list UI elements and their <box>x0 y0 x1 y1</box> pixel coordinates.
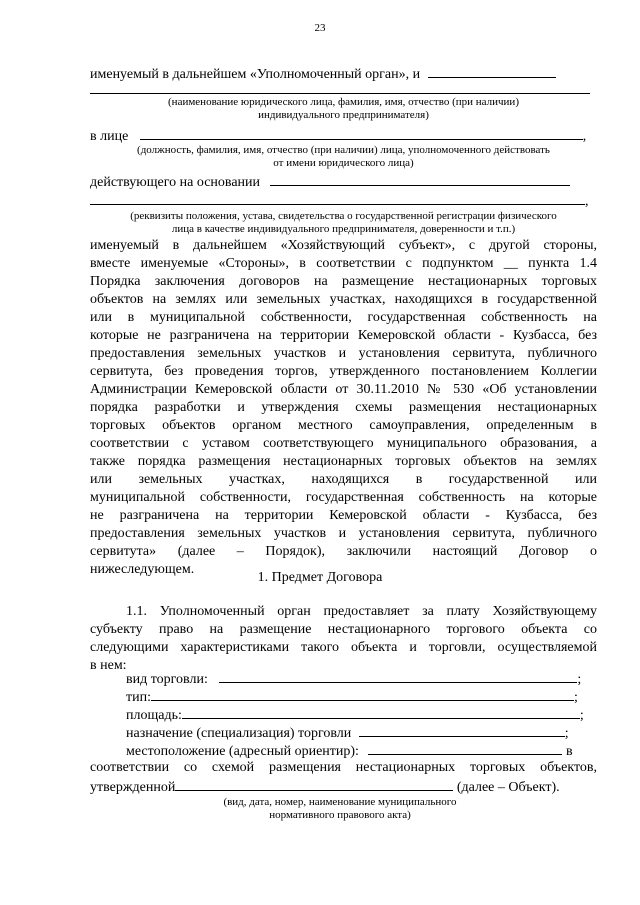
basis-details-line <box>90 192 597 210</box>
semicolon: ; <box>574 690 578 705</box>
trade-type-row <box>126 670 597 688</box>
location-suffix: в <box>565 744 573 759</box>
object-type-row <box>126 688 597 706</box>
semicolon: ; <box>564 726 569 741</box>
body-line: Порядка заключения договоров на размещение нестационарных торговых <box>90 274 597 289</box>
in-person-line <box>90 127 597 145</box>
semicolon: ; <box>579 708 584 723</box>
body-line: или земельных участках, находящихся в государственной или <box>90 472 597 487</box>
clause-line: следующими характеристиками такого объекта и торговли, осуществляемой <box>90 640 597 655</box>
caption-representative-2: от имени юридического лица) <box>273 157 414 169</box>
clause-line: субъекту право на размещение нестационарного торгового объекта со <box>90 622 597 637</box>
section-title: 1. Предмет Договора <box>257 570 383 585</box>
area-field[interactable] <box>182 706 580 719</box>
body-line: Администрации Кемеровской области от 30.11.2010 № 530 «Об установлении <box>90 382 597 397</box>
body-line: порядка разработки и утверждения схемы размещения нестационарных <box>90 400 597 415</box>
acting-basis-line <box>90 173 597 191</box>
trade-type-label: вид торговли: <box>126 672 208 687</box>
body-line: сервитута, без проведения торгов, утвержденного постановлением Коллегии <box>90 364 597 379</box>
body-line: объектов на землях или земельных участках, находящихся в государственной <box>90 292 597 307</box>
basis-details-field[interactable] <box>90 192 585 205</box>
purpose-row <box>126 724 597 742</box>
page-number: 23 <box>314 22 326 34</box>
acting-basis-label: действующего на основании <box>90 175 261 190</box>
closing-line: соответствии со схемой размещения нестационарных торговых объектов, <box>90 760 597 775</box>
semicolon: ; <box>577 672 582 687</box>
authorized-body-text: именуемый в дальнейшем «Уполномоченный орган», и <box>90 67 421 82</box>
in-person-label: в лице <box>90 129 129 144</box>
caption-representative-1: (должность, фамилия, имя, отчество (при наличии) лица, уполномоченного действовать <box>137 144 550 156</box>
body-line: или в муниципальной собственности, государственная собственность на <box>90 310 597 325</box>
caption-act-2: нормативного правового акта) <box>269 809 411 821</box>
comma: , <box>585 194 589 209</box>
caption-counterparty-2: индивидуального предпринимателя) <box>258 109 429 121</box>
body-line: предоставления земельных участков и установления сервитута, публичного <box>90 346 597 361</box>
approved-label: утвержденной <box>90 780 176 795</box>
acting-basis-field[interactable] <box>270 173 570 186</box>
area-label: площадь: <box>126 708 182 723</box>
approved-by-field[interactable] <box>175 778 453 791</box>
body-line: не разграничена на территории Кемеровской области - Кузбасса, без <box>90 508 597 523</box>
clause-line-last: в нем: <box>90 658 127 673</box>
location-field[interactable] <box>368 742 562 755</box>
caption-basis-1: (реквизиты положения, устава, свидетельства о государственной регистрации физического <box>130 210 557 222</box>
purpose-field[interactable] <box>359 724 565 737</box>
approved-row <box>90 778 597 796</box>
counterparty-name-line[interactable] <box>90 93 590 94</box>
caption-act-1: (вид, дата, номер, наименование муниципального <box>223 796 457 808</box>
body-line-last: нижеследующем. <box>90 562 195 577</box>
body-line: предоставления земельных участков и установления сервитута, публичного <box>90 526 597 541</box>
purpose-label: назначение (специализация) торговли <box>126 726 352 741</box>
body-line: муниципальной собственности, государственная собственность на которые <box>90 490 597 505</box>
caption-basis-2: лица в качестве индивидуального предпринимателя, доверенности и т.п.) <box>171 223 516 235</box>
body-line: торговых объектов органом местного самоуправления, определенным в <box>90 418 597 433</box>
body-line: соответствии с уставом соответствующего муниципального образования, а <box>90 436 597 451</box>
body-line: вместе именуемые «Стороны», в соответствии с подпунктом __ пункта 1.4 <box>90 256 597 271</box>
clause-line: 1.1. Уполномоченный орган предоставляет за плату Хозяйствующему <box>126 604 597 619</box>
comma: , <box>582 129 587 144</box>
caption-counterparty-1: (наименование юридического лица, фамилия, имя, отчество (при наличии) <box>168 96 519 108</box>
counterparty-name-field[interactable] <box>428 65 556 78</box>
trade-type-field[interactable] <box>219 670 577 683</box>
object-type-label: тип: <box>126 690 151 705</box>
body-line: сервитута» (далее – Порядок), заключили настоящий Договор о <box>90 544 597 559</box>
representative-field[interactable] <box>140 127 583 140</box>
body-line: которые не разграничена на территории Кемеровской области - Кузбасса, без <box>90 328 597 343</box>
area-row <box>126 706 597 724</box>
body-line: именуемый в дальнейшем «Хозяйствующий субъект», с другой стороны, <box>90 238 597 253</box>
object-suffix: (далее – Объект). <box>456 780 560 795</box>
object-type-field[interactable] <box>151 688 574 701</box>
location-row <box>126 742 597 760</box>
location-label: местоположение (адресный ориентир): <box>126 744 359 759</box>
body-line: также порядка размещения нестационарных торговых объектов на землях <box>90 454 597 469</box>
authorized-body-line <box>90 65 597 83</box>
